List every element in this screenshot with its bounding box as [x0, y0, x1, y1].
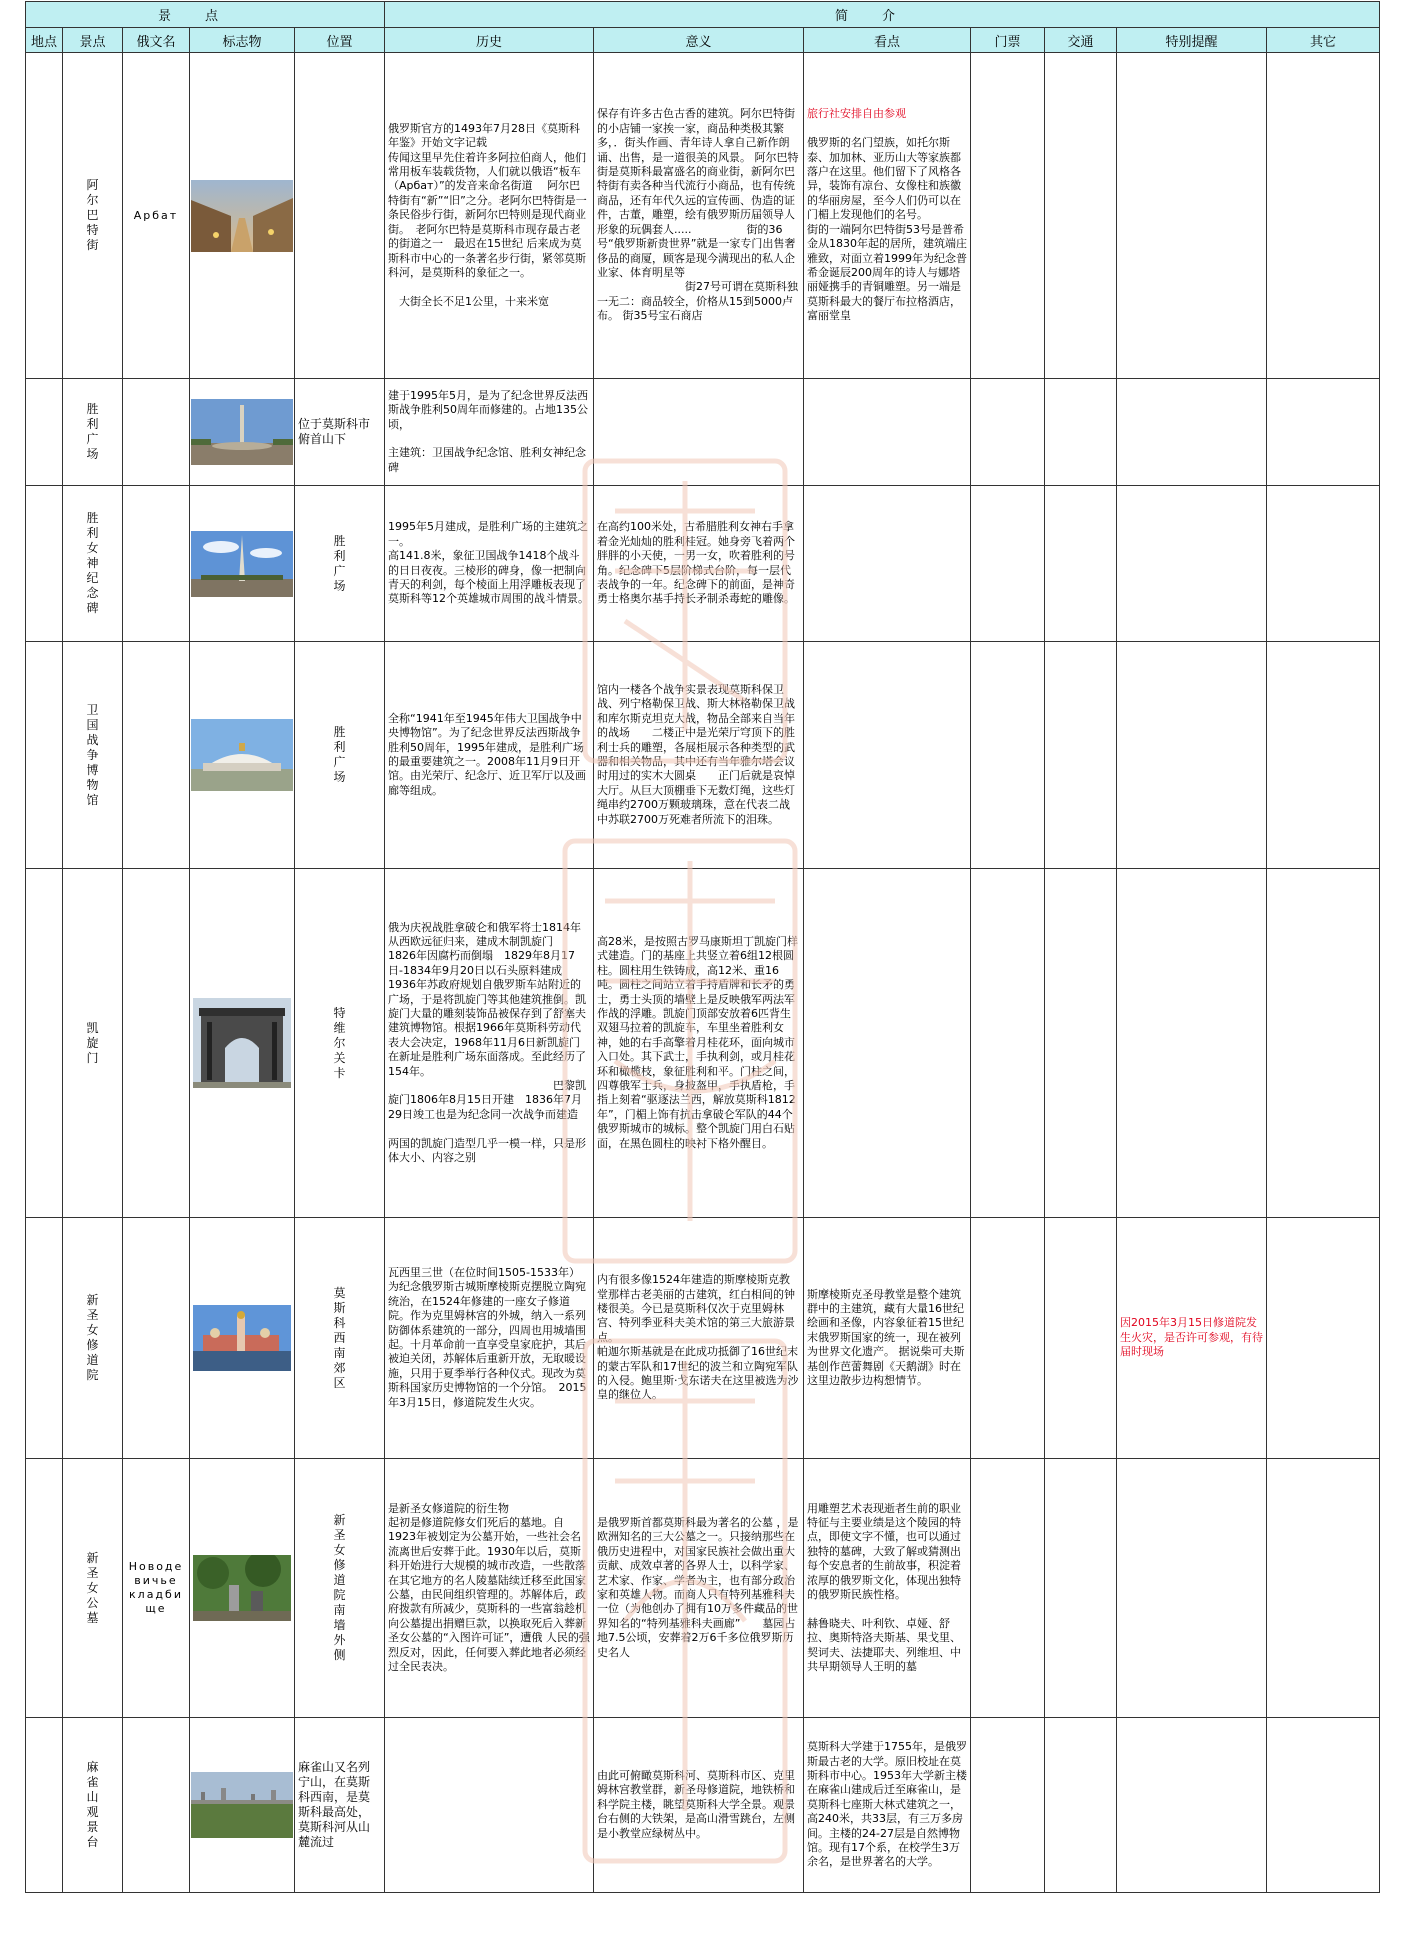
cell-position [295, 1459, 385, 1718]
cell-highlights [804, 642, 971, 869]
spot-name: 新圣女公墓 [86, 1550, 99, 1625]
col-spot: 景点 [63, 28, 123, 53]
cell-landmark [190, 1459, 295, 1718]
spot-name: 新圣女修道院 [86, 1293, 99, 1382]
highlight-text: 俄罗斯的名门望族，如托尔斯泰、加加林、亚历山大等家族都落户在这里。他们留下了风格各异，装饰有凉台、女像柱和族徽的华丽房屋，至今人们仍可以在门楣上发现他们的名号。 街的一端阿尔巴特街53号是普希金从1830年起的居所，建筑端庄雅致，对面立着1999年为纪念普希金诞辰200周年的诗人与娜塔丽娅携手的青铜雕塑。另一端是莫斯科最大的餐厅布拉格酒店，富丽堂皇 [807, 136, 968, 323]
cell-spot [63, 53, 123, 379]
cell-landmark [190, 869, 295, 1218]
spot-name: 卫国战争博物馆 [86, 702, 99, 807]
cell-highlights [804, 869, 971, 1218]
cell-position [295, 486, 385, 642]
cell-russian [123, 869, 190, 1218]
russian-name: Арбат [133, 208, 179, 222]
cell-location [26, 642, 63, 869]
spot-name: 麻雀山观景台 [86, 1760, 99, 1849]
victory-obelisk-photo-icon [191, 531, 293, 597]
cell-russian [123, 1218, 190, 1459]
cell-russian [123, 1459, 190, 1718]
cell-russian [123, 486, 190, 642]
col-traffic: 交通 [1045, 28, 1117, 53]
table-row [26, 486, 1380, 642]
col-history: 历史 [385, 28, 594, 53]
cell-other [1267, 486, 1380, 642]
cell-ticket [971, 486, 1045, 642]
cell-history: 瓦西里三世（在位时间1505-1533年）为纪念俄罗斯古城斯摩棱斯克摆脱立陶宛统治，在1524年修建的一座女子修道院。作为克里姆林宫的外城，纳入一系列防御体系建筑的一部分，四周也用城墙围起。十月革命前一直享受皇家庇护，其后被迫关闭，苏解体后重新开放，无取暖设施，只用于夏季举行各种仪式。现改为莫斯科国家历史博物馆的一个分馆。 2015年3月15日，修道院发生火灾。 [385, 1218, 594, 1459]
position-text: 新圣女修道院南墙外侧 [333, 1513, 346, 1662]
position-text: 位于莫斯科市俯首山下 [298, 417, 371, 446]
cell-spot [63, 1459, 123, 1718]
cell-russian [123, 642, 190, 869]
cell-other [1267, 1218, 1380, 1459]
cell-history: 1995年5月建成，是胜利广场的主建筑之一。 高141.8米，象征卫国战争1418个战斗的日日夜夜。三棱形的碑身，像一把制向青天的利剑，每个棱面上用浮雕板表现了莫斯科等12个英雄城市周围的战斗情景。 [385, 486, 594, 642]
table-row [26, 53, 1380, 379]
cell-location [26, 1718, 63, 1893]
cell-location [26, 486, 63, 642]
cell-history: 俄罗斯官方的1493年7月28日《莫斯科年鉴》开始文字记载 传闻这里早先住着许多阿拉伯商人，他们常用板车装载货物，人们就以俄语“板车（Арбат）”的发音来命名街道 阿尔巴特街有“新”“旧”之分。老阿尔巴特街是一条民俗步行街，新阿尔巴特则是现代商业街。 老阿尔巴特是莫斯科市现存最古老的街道之一 最迟在15世纪 后来成为莫斯科市中心的一条著名步行街，紧邻莫斯科河，是莫斯科的象征之一。 大街全长不足1公里，十来米宽 [385, 53, 594, 379]
cell-other [1267, 642, 1380, 869]
itinerary-table [25, 1, 1380, 1893]
cell-highlights: 斯摩棱斯克圣母教堂是整个建筑群中的主建筑，藏有大量16世纪绘画和圣像，内容象征着15世纪末俄罗斯国家的统一，现在被列为世界文化遗产。 据说柴可夫斯基创作芭蕾舞剧《天鹅湖》时在这里边散步边构想情节。 [804, 1218, 971, 1459]
cell-highlights [804, 486, 971, 642]
table-row [26, 869, 1380, 1218]
cell-landmark [190, 486, 295, 642]
arbat-street-photo-icon [191, 180, 293, 252]
cell-other [1267, 53, 1380, 379]
cell-meaning: 是俄罗斯首都莫斯科最为著名的公墓 ，是欧洲知名的三大公墓之一。只接纳那些在俄历史进程中，对国家民族社会做出重大贡献、成效卓著的各界人士，以科学家、艺术家、作家、学者为主，也有部分政治家和英雄人物。而商人只有特列基雅科夫一位（为他创办了拥有10万多件藏品的世界知名的“特列基雅科夫画廊” 墓园占地7.5公顷，安葬着2万6千多位俄罗斯历史名人 [594, 1459, 804, 1718]
table-row [26, 642, 1380, 869]
header-column-row [26, 28, 1380, 53]
cell-russian [123, 379, 190, 486]
cell-traffic [1045, 1218, 1117, 1459]
cell-landmark [190, 379, 295, 486]
position-text: 特维尔关卡 [333, 1005, 346, 1080]
cell-location [26, 379, 63, 486]
novodevichy-cemetery-photo-icon [193, 1555, 291, 1621]
cell-spot [63, 1218, 123, 1459]
position-text: 莫斯科西南郊区 [333, 1285, 346, 1390]
cell-russian [123, 1718, 190, 1893]
cell-meaning: 高28米，是按照古罗马康斯坦丁凯旋门样式建造。门的基座上共竖立着6组12根圆柱。圆柱用生铁铸成，高12米、重16吨。圆柱之间站立着手持盾牌和长矛的勇士，勇士头顶的墙壁上是反映俄军两法军作战的浮雕。凯旋门顶部安放着6匹背生双翅马拉着的凯旋车，车里坐着胜利女神，她的右手高擎着月桂花环，面向城市入口处。其下武士，手执利剑，或月桂花环和橄榄枝，象征胜利和平。门柱之间，四尊俄军士兵，身披盔甲，手执盾枪，手指上刻着“驱逐法兰西，解放莫斯科1812年”，门楣上饰有抗击拿破仑军队的44个俄罗斯城市的城标。整个凯旋门用白石贴面，在黑色圆柱的映衬下格外醒目。 [594, 869, 804, 1218]
cell-position [295, 642, 385, 869]
cell-ticket [971, 869, 1045, 1218]
col-other: 其它 [1267, 28, 1380, 53]
cell-meaning: 在高约100米处，古希腊胜利女神右手拿着金光灿灿的胜利桂冠。她身旁飞着两个胖胖的小天使，一男一女，吹着胜利的号角。纪念碑下5层阶梯式台阶，每一层代表战争的一年。纪念碑下的前面，是神奇勇士格奥尔基手持长矛制杀毒蛇的雕像。 [594, 486, 804, 642]
cell-reminder: 因2015年3月15日修道院发生火灾，是否许可参观，有待届时现场 [1117, 1218, 1267, 1459]
position-text: 胜利广场 [333, 533, 346, 593]
cell-reminder [1117, 869, 1267, 1218]
cell-reminder [1117, 379, 1267, 486]
position-text: 胜利广场 [333, 725, 346, 784]
cell-location [26, 53, 63, 379]
cell-reminder [1117, 486, 1267, 642]
cell-reminder [1117, 1459, 1267, 1718]
col-landmark: 标志物 [190, 28, 295, 53]
cell-spot [63, 869, 123, 1218]
spot-name: 凯旋门 [86, 1020, 99, 1065]
cell-spot [63, 486, 123, 642]
cell-other [1267, 869, 1380, 1218]
spot-name: 阿尔巴特街 [86, 178, 99, 252]
cell-ticket [971, 1218, 1045, 1459]
col-meaning: 意义 [594, 28, 804, 53]
cell-spot [63, 642, 123, 869]
cell-history: 建于1995年5月，是为了纪念世界反法西斯战争胜利50周年而修建的。占地135公顷， 主建筑：卫国战争纪念馆、胜利女神纪念碑 [385, 379, 594, 486]
cell-history: 全称“1941年至1945年伟大卫国战争中央博物馆”。为了纪念世界反法西斯战争胜利50周年，1995年建成，是胜利广场的最重要建筑之一。2008年11月9日开馆。由光荣厅、纪念厅、近卫军厅以及画廊等组成。 [385, 642, 594, 869]
table-row [26, 379, 1380, 486]
cell-landmark [190, 642, 295, 869]
cell-highlights: 莫斯科大学建于1755年，是俄罗斯最古老的大学。原旧校址在莫斯科市中心。1953年大学新主楼在麻雀山建成后迁至麻雀山，是莫斯科七座斯大林式建筑之一，高240米，共33层，有三万多房间。主楼的24-27层是自然博物馆。现有17个系，在校学生3万余名，是世界著名的大学。 [804, 1718, 971, 1893]
cell-ticket [971, 379, 1045, 486]
cell-traffic [1045, 379, 1117, 486]
col-ticket: 门票 [971, 28, 1045, 53]
cell-history [385, 1718, 594, 1893]
col-reminder: 特别提醒 [1117, 28, 1267, 53]
cell-highlights [804, 53, 971, 379]
col-position: 位置 [295, 28, 385, 53]
spot-name: 胜利女神纪念碑 [86, 511, 99, 615]
cell-landmark [190, 1218, 295, 1459]
highlight-note: 旅行社安排自由参观 [807, 107, 907, 121]
cell-reminder [1117, 642, 1267, 869]
cell-traffic [1045, 642, 1117, 869]
col-russian-name: 俄文名 [123, 28, 190, 53]
cell-ticket [971, 53, 1045, 379]
cell-reminder [1117, 1718, 1267, 1893]
cell-meaning: 保存有许多古色古香的建筑。阿尔巴特街的小店铺一家挨一家，商品种类极其繁多，．街头作画、青年诗人拿自己新作朗诵、出售，是一道很美的风景。 阿尔巴特街是莫斯科最富盛名的商业街，新阿尔巴特街有卖各种当代流行小商品，也有传统商品，还有年代久远的宣传画、伪造的证件，古董，雕塑，绘有俄罗斯历届领导人形象的玩偶套人..... 街的36号“俄罗斯新贵世界”就是一家专门出售奢侈品的商厦，顾客是现今满现出的私人企业家、体育明星等 街27号可谓在莫斯科独一无二：商品较全，价格从15到5000卢布。 街35号宝石商店 [594, 53, 804, 379]
position-text: 麻雀山又名列宁山，在莫斯科西南，是莫斯科最高处，莫斯科河从山麓流过 [298, 1760, 371, 1849]
cell-traffic [1045, 53, 1117, 379]
cell-meaning: 内有很多像1524年建造的斯摩棱斯克教堂那样古老美丽的古建筑，红白相间的钟楼很美。今已是莫斯科仅次于克里姆林宫、特列季亚科夫美术馆的第三大旅游景点。 帕迦尔斯基就是在此成功抵御了16世纪末的蒙古军队和17世纪的波兰和立陶宛军队的入侵。鲍里斯·戈东诺夫在这里被选为沙皇的继位人。 [594, 1218, 804, 1459]
cell-other [1267, 1459, 1380, 1718]
cell-position [295, 1718, 385, 1893]
cell-position [295, 53, 385, 379]
cell-traffic [1045, 486, 1117, 642]
table-row [26, 1218, 1380, 1459]
cell-reminder [1117, 53, 1267, 379]
cell-traffic [1045, 869, 1117, 1218]
cell-location [26, 1218, 63, 1459]
table-row [26, 1718, 1380, 1893]
spot-name: 胜利广场 [86, 402, 99, 461]
cell-highlights: 用雕塑艺术表现逝者生前的职业特征与主要业绩是这个陵园的特点，即使文字不懂，也可以通过独特的墓碑，大致了解或猜测出每个安息者的生前故事，积淀着浓厚的俄罗斯文化，体现出独特的俄罗斯民族性格。 赫鲁晓夫、叶利钦、卓娅、舒拉、奥斯特洛夫斯基、果戈里、契诃夫、法捷耶夫、列维坦、中共早期领导人王明的墓 [804, 1459, 971, 1718]
table-row [26, 1459, 1380, 1718]
cell-location [26, 1459, 63, 1718]
russian-name: Новодевичье кладбище [128, 1560, 184, 1615]
triumphal-arch-photo-icon [193, 998, 291, 1088]
col-location: 地点 [26, 28, 63, 53]
cell-position [295, 379, 385, 486]
cell-history: 俄为庆祝战胜拿破仑和俄军将士1814年从西欧远征归来，建成木制凯旋门 1826年因腐朽而倒塌 1829年8月17日-1834年9月20日以石头原料建成 1936年苏政府规划自俄罗斯车站附近的广场，于是将凯旋门等其他建筑推倒。凯旋门大量的雕刻装饰品被保存到了舒塞夫建筑博物馆。根据1966年莫斯科劳动代表大会决定，1968年11月6日新凯旋门在新址是胜利广场东面落成。至此经历了154年。 巴黎凯旋门1806年8月15日开建 1836年7月29日竣工也是为纪念同一次战争而建造 两国的凯旋门造型几乎一模一样，只是形体大小、内容之别 [385, 869, 594, 1218]
cell-meaning: 馆内一楼各个战争实景表现莫斯科保卫战、列宁格勒保卫战、斯大林格勒保卫战和库尔斯克坦克大战，物品全部来自当年的战场 二楼正中是光荣厅穹顶下的胜利士兵的雕塑，各展柜展示各种类型的武器和相关物品，其中还有当年雅尔塔会议时用过的实木大圆桌 正门后就是哀悼大厅。从巨大顶棚垂下无数灯绳，这些灯绳串约2700万颗玻璃珠，意在代表二战中苏联2700万死难者所流下的泪珠。 [594, 642, 804, 869]
cell-landmark [190, 1718, 295, 1893]
cell-position [295, 1218, 385, 1459]
cell-location [26, 869, 63, 1218]
sparrow-hills-photo-icon [191, 1772, 293, 1838]
novodevichy-convent-photo-icon [193, 1305, 291, 1371]
victory-park-photo-icon [191, 399, 293, 465]
cell-history: 是新圣女修道院的衍生物 起初是修道院修女们死后的墓地。自1923年被划定为公墓开始，一些社会名流离世后安葬于此。1930年以后，莫斯科开始进行大规模的城市改造，一些散落在其它地方的名人陵墓陆续迁移至此国家公墓，由民间组织管理的。苏解体后，政府拨款有所减少，莫斯科的一些富翁趁机向公墓提出捐赠巨款，以换取死后入葬新圣女公墓的“入图许可证”，遭俄 人民的强烈反对，因此，任何要入葬此地者必须经过全民表决。 [385, 1459, 594, 1718]
itinerary-sheet [25, 1, 1379, 1893]
cell-position [295, 869, 385, 1218]
cell-spot [63, 379, 123, 486]
col-highlights: 看点 [804, 28, 971, 53]
cell-spot [63, 1718, 123, 1893]
cell-traffic [1045, 1459, 1117, 1718]
cell-ticket [971, 1718, 1045, 1893]
cell-meaning: 由此可俯瞰莫斯科河、莫斯科市区、克里姆林宫教堂群，新圣母修道院，地铁桥和科学院主楼，眺望莫斯科大学全景。观景台右侧的大铁架，是高山滑雪跳台，左侧是小教堂应绿树丛中。 [594, 1718, 804, 1893]
header-group-row [26, 2, 1380, 28]
cell-ticket [971, 642, 1045, 869]
cell-ticket [971, 1459, 1045, 1718]
header-group-intro: 简介 [385, 2, 1380, 28]
cell-highlights [804, 379, 971, 486]
cell-traffic [1045, 1718, 1117, 1893]
cell-meaning [594, 379, 804, 486]
header-group-spot: 景点 [26, 2, 385, 28]
war-museum-photo-icon [191, 719, 293, 791]
cell-other [1267, 1718, 1380, 1893]
cell-other [1267, 379, 1380, 486]
cell-landmark [190, 53, 295, 379]
cell-russian [123, 53, 190, 379]
